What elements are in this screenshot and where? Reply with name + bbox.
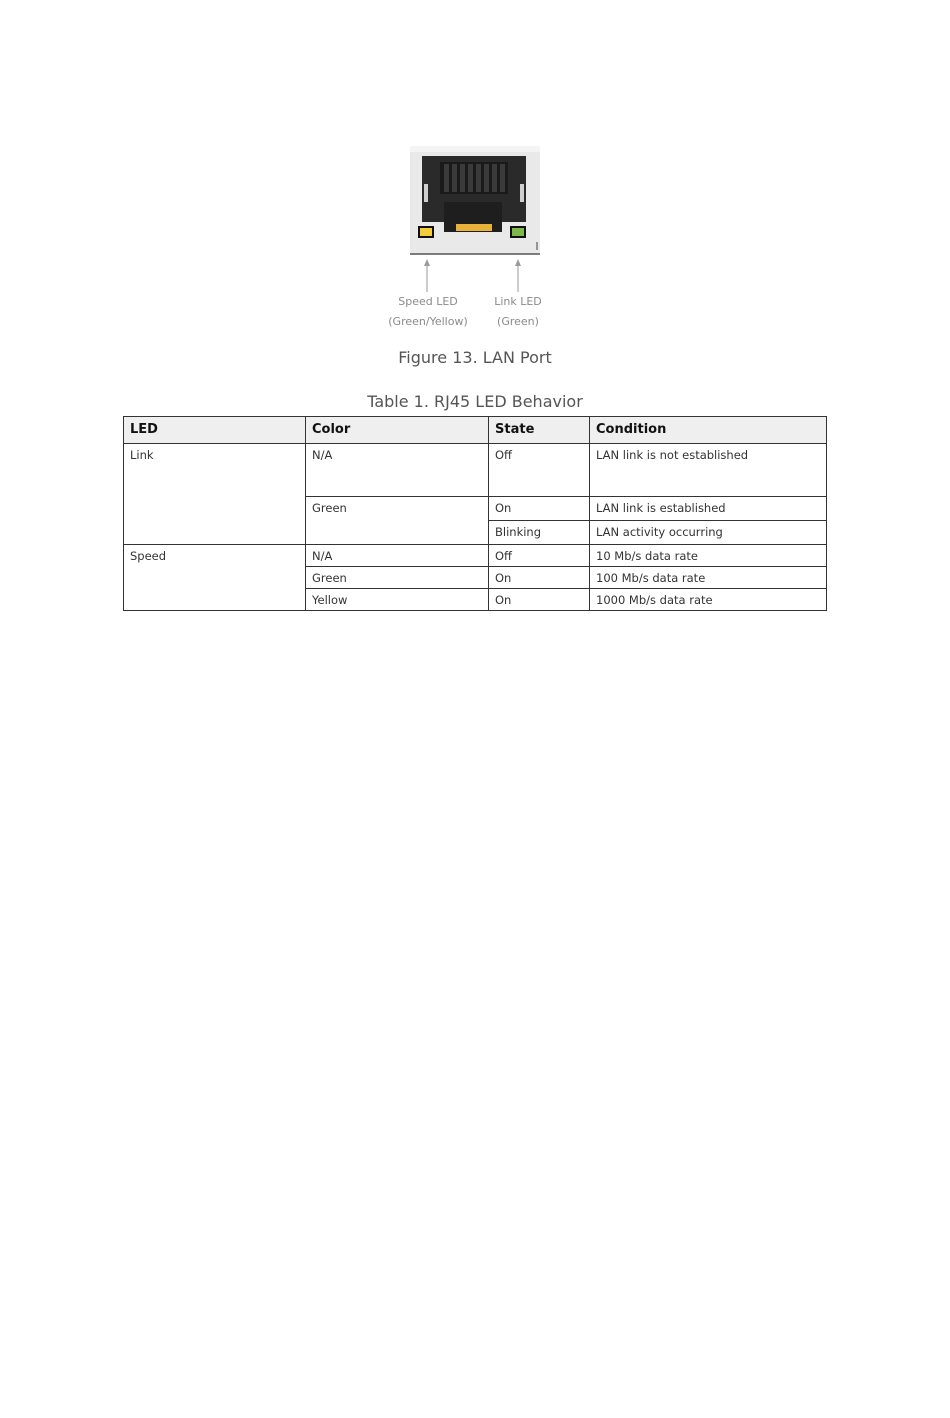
rj45-port-illustration [378,140,572,300]
speed-led-callout [378,292,478,332]
state-cell: On [489,497,590,521]
condition-cell: 1000 Mb/s data rate [590,589,827,611]
color-cell: Green [306,567,489,589]
led-cell-link: Link [124,444,306,545]
condition-cell: 100 Mb/s data rate [590,567,827,589]
condition-cell: LAN link is not established [590,444,827,497]
figure-caption: Figure 13. LAN Port [398,348,552,367]
table-header-row [124,417,827,444]
speed-led-label: Speed LED [398,295,458,308]
color-cell: Yellow [306,589,489,611]
speed-led-icon [420,228,432,236]
condition-cell: LAN link is established [590,497,827,521]
latch-highlight [456,224,492,231]
header-condition: Condition [590,417,827,444]
table-caption: Table 1. RJ45 LED Behavior [367,392,583,411]
color-cell: N/A [306,444,489,497]
state-cell: Blinking [489,521,590,545]
rj45-led-behavior-table [123,416,827,611]
state-cell: On [489,567,590,589]
color-cell: Green [306,497,489,545]
state-cell: Off [489,444,590,497]
link-led-sublabel: (Green) [497,315,539,328]
link-led-icon [512,228,524,236]
link-led-callout [478,292,558,332]
header-color: Color [306,417,489,444]
color-cell: N/A [306,545,489,567]
link-led-label: Link LED [494,295,542,308]
condition-cell: LAN activity occurring [590,521,827,545]
state-cell: On [489,589,590,611]
speed-led-sublabel: (Green/Yellow) [388,315,468,328]
state-cell: Off [489,545,590,567]
header-state: State [489,417,590,444]
header-led: LED [124,417,306,444]
led-cell-speed: Speed [124,545,306,611]
condition-cell: 10 Mb/s data rate [590,545,827,567]
table-row [124,444,827,497]
table-row [124,545,827,567]
